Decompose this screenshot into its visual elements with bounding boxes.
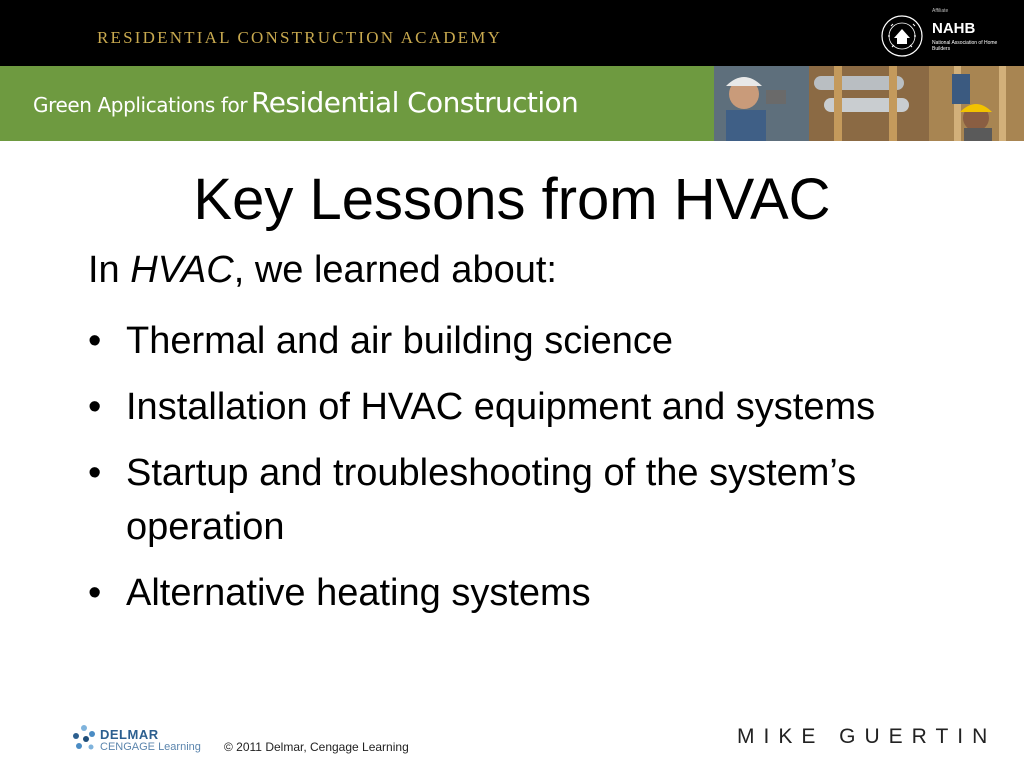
course-title-small: Green Applications for: [33, 93, 248, 117]
bullet-dot-icon: •: [88, 572, 102, 614]
bullet-item: [88, 314, 888, 368]
intro-suffix: , we learned about:: [233, 249, 557, 291]
bullet-item: [88, 380, 888, 434]
course-title-banner: [0, 66, 714, 141]
nahb-subtitle: National Association of Home Builders: [932, 40, 998, 52]
author-name: MIKE GUERTIN: [737, 725, 997, 748]
nahb-logo: [932, 8, 1004, 62]
bullet-text: Installation of HVAC equipment and systems: [126, 386, 876, 428]
bullet-text: Thermal and air building science: [126, 320, 674, 362]
slide-title: Key Lessons from HVAC: [193, 167, 831, 232]
delmar-dots-icon: [70, 724, 98, 752]
delmar-name: DELMAR: [100, 727, 159, 742]
bullet-text: Startup and troubleshooting of the system’s operation: [126, 452, 857, 548]
home-builders-circle-icon: [880, 14, 924, 58]
intro-prefix: In: [88, 249, 131, 291]
bullet-item: [88, 446, 888, 554]
lesson-bullet-list: [88, 314, 888, 632]
nahb-wordmark: NAHB: [932, 20, 976, 37]
intro-italic: HVAC: [130, 249, 234, 291]
intro-line: [88, 249, 557, 292]
academy-name: RESIDENTIAL CONSTRUCTION ACADEMY: [97, 28, 503, 47]
bullet-text: Alternative heating systems: [126, 572, 591, 614]
bullet-dot-icon: •: [88, 452, 102, 494]
course-title: [33, 86, 578, 119]
nahb-affiliate-text: Affiliate: [932, 8, 949, 14]
course-title-large: Residential Construction: [251, 86, 579, 119]
bullet-dot-icon: •: [88, 320, 102, 362]
bullet-item: [88, 566, 888, 620]
construction-workers-photo: [714, 66, 1024, 141]
bullet-dot-icon: •: [88, 386, 102, 428]
delmar-cengage-logo: [70, 722, 210, 758]
top-header-bar: [0, 0, 1024, 66]
cengage-name: CENGAGE Learning: [100, 741, 201, 753]
copyright-notice: © 2011 Delmar, Cengage Learning: [224, 740, 409, 754]
